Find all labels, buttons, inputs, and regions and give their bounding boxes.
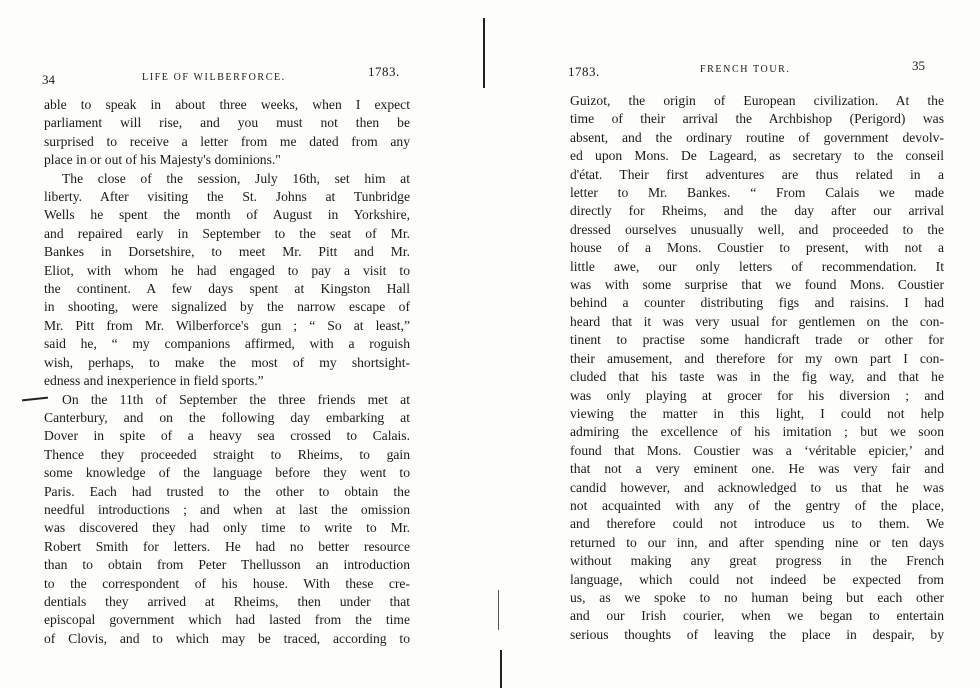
text-line: Mr. Pitt from Mr. Wilberforce's gun ; “ So at least,” xyxy=(44,317,410,333)
text-line: returned to our inn, and after spending nine or ten days xyxy=(570,534,944,550)
text-line: admiring the excellence of his imitation ; but we soon xyxy=(570,424,944,440)
text-line: without making any great progress in the French xyxy=(570,553,944,569)
text-line: and therefore could not introduce us to them. We xyxy=(570,516,944,532)
text-line: us, as we spoke to no human being but each other xyxy=(570,589,944,605)
text-line: than to obtain from Peter Thellusson an introduction xyxy=(44,557,410,573)
text-line: was discovered they had only time to write to Mr. xyxy=(44,520,410,536)
text-line: Paris. Each had trusted to the other to obtain the xyxy=(44,483,410,499)
left-page-number: 34 xyxy=(42,72,55,87)
text-line: d'état. Their first adventures are thus related in a xyxy=(570,166,944,182)
text-line: absent, and the ordinary routine of government devolv- xyxy=(570,129,944,145)
text-line: The close of the session, July 16th, set him at xyxy=(62,170,410,186)
right-running-title: FRENCH TOUR. xyxy=(700,64,791,75)
right-running-head xyxy=(568,58,950,82)
text-line: behind a counter distributing figs and raisins. I had xyxy=(570,295,944,311)
left-running-head xyxy=(40,62,420,87)
text-line: was only playing at grocer for his diversion ; and xyxy=(570,387,944,403)
text-line: to the correspondent of his house. With these cre- xyxy=(44,575,410,591)
text-line: dressed ourselves unusually well, and proceeded to the xyxy=(570,221,944,237)
text-line: Thence they proceeded straight to Rheims, to gain xyxy=(44,446,410,462)
text-line: not acquainted with any of the gentry of the place, xyxy=(570,497,944,513)
left-year: 1783. xyxy=(368,64,400,79)
text-line: letter to Mr. Bankes. “ From Calais we made xyxy=(570,185,944,201)
text-line: time of their arrival the Archbishop (Perigord) was xyxy=(570,111,944,127)
text-line: tinent to practise some handicraft trade or other for xyxy=(570,332,944,348)
left-body-text xyxy=(44,96,410,648)
text-line: in shooting, were signalized by the narrow escape of xyxy=(44,299,410,315)
left-running-title: LIFE OF WILBERFORCE. xyxy=(142,72,286,83)
text-line: Robert Smith for letters. He had no better resource xyxy=(44,538,410,554)
text-line: cluded that his taste was in the fig way, and that he xyxy=(570,369,944,385)
right-year: 1783. xyxy=(568,64,600,79)
text-line: able to speak in about three weeks, when I expect xyxy=(44,97,410,112)
text-line: heard that it was very usual for gentlemen on the con- xyxy=(570,313,944,329)
text-line: their amusement, and therefore for my own part I con- xyxy=(570,350,944,366)
text-line: Eliot, with whom he had engaged to pay a visit to xyxy=(44,262,410,278)
text-line: ed upon Mons. De Lageard, as secretary to the conseil xyxy=(570,148,944,164)
text-line: parliament will rise, and you must not then be xyxy=(44,115,410,131)
text-line: found that Mons. Coustier was a ‘véritable epicier,’ and xyxy=(570,442,944,458)
text-line: Dover in spite of a heavy sea crossed to Calais. xyxy=(44,428,410,444)
text-line: Wells he spent the month of August in Yorkshire, xyxy=(44,207,410,223)
gutter-shadow-lower xyxy=(498,590,499,630)
right-body-text xyxy=(570,92,944,644)
text-line: and repaired early in September to the seat of Mr. xyxy=(44,225,410,241)
text-line: said he, “ my companions affirmed, with a roguish xyxy=(44,336,410,352)
text-line: On the 11th of September the three friends met at xyxy=(62,391,410,407)
right-page xyxy=(500,0,980,688)
text-line: the continent. A few days spent at Kingston Hall xyxy=(44,281,410,297)
text-line: little awe, our only letters of recommendation. It xyxy=(570,258,944,274)
text-line: was with some surprise that we found Mons. Coustier xyxy=(570,277,944,293)
text-line: Bankes in Dorsetshire, to meet Mr. Pitt and Mr. xyxy=(44,244,410,260)
text-line: candid however, and acknowledged to us that he was xyxy=(570,479,944,495)
gutter-shadow xyxy=(483,18,485,88)
text-line: language, which could not indeed be expected from xyxy=(570,571,944,587)
text-line: some knowledge of the language before they went to xyxy=(44,465,410,481)
text-line: Canterbury, and on the following day embarking at xyxy=(44,409,410,425)
text-line: viewing the matter in this light, I could not help xyxy=(570,405,944,421)
text-line: surprised to receive a letter from me dated from any xyxy=(44,133,410,149)
text-line: of Clovis, and to which may be traced, according to xyxy=(44,630,410,646)
text-line: needful introductions ; and when at last the omission xyxy=(44,501,410,517)
text-line: edness and inexperience in field sports.” xyxy=(44,373,264,389)
text-line: house of a Mons. Coustier to present, with not a xyxy=(570,240,944,256)
text-line: serious thoughts of leaving the place in despair, by xyxy=(570,626,944,642)
right-page-number: 35 xyxy=(912,58,925,73)
text-line: and our Irish courier, when we began to entertain xyxy=(570,608,944,624)
text-line: liberty. After visiting the St. Johns at Tunbridge xyxy=(44,189,410,205)
text-line: dentials they arrived at Rheims, then under that xyxy=(44,593,410,609)
text-line: episcopal government which had lasted from the time xyxy=(44,612,410,628)
text-line: place in or out of his Majesty's dominions." xyxy=(44,152,281,168)
text-line: wish, perhaps, to make the most of my shortsight- xyxy=(44,354,410,370)
text-line: that not a very eminent one. He was very fair and xyxy=(570,461,944,477)
text-line: Guizot, the origin of European civilization. At the xyxy=(570,93,944,108)
text-line: directly for Rheims, and the day after our arrival xyxy=(570,203,944,219)
